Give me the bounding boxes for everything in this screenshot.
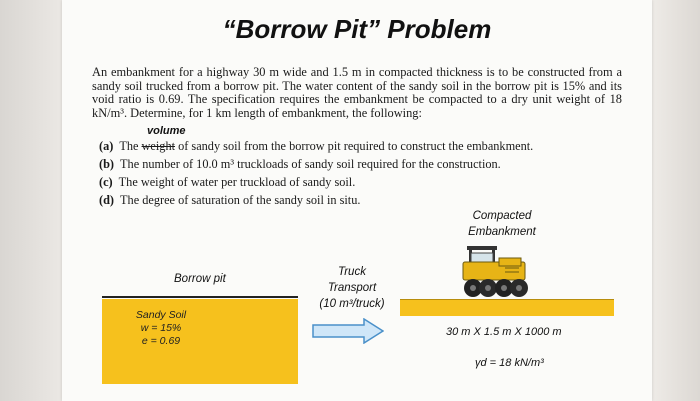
question-text: The weight of water per truckload of sandy soil.: [118, 175, 356, 189]
question-text: of sandy soil from the borrow pit required to construct the embankment.: [175, 139, 534, 153]
question-a: [99, 137, 639, 155]
void-ratio: e = 0.69: [141, 335, 181, 347]
truck-line-2: Transport: [327, 282, 377, 294]
ground-line: [102, 296, 298, 298]
truck-transport-label: [312, 264, 392, 312]
compacted-line-2: Embankment: [468, 226, 536, 238]
background-right: [652, 0, 700, 401]
slide: [62, 0, 652, 401]
question-letter: (b): [99, 157, 115, 171]
question-c: [99, 173, 639, 191]
background-left: [0, 0, 62, 401]
compacted-embankment-label: [462, 208, 542, 240]
compacted-line-1: Compacted: [472, 210, 532, 222]
embankment-dimensions: 30 m X 1.5 m X 1000 m: [446, 326, 562, 338]
struck-word: weight: [141, 139, 176, 153]
water-content: w = 15%: [140, 322, 182, 334]
borrow-pit-label: Borrow pit: [174, 273, 226, 285]
slide-title: “Borrow Pit” Problem: [222, 14, 492, 44]
embankment: [400, 299, 614, 316]
question-text-pre: The: [119, 139, 142, 153]
handwritten-annotation: volume: [147, 125, 186, 137]
question-letter: (c): [99, 175, 113, 189]
problem-statement: An embankment for a highway 30 m wide and 1.5 m in compacted thickness is to be constructed from a sandy soil trucked from a borrow pit. The water content of the sandy soil in the borrow pit is 15% and its void ratio is 0.69. The specification requires the embankment be compacted to a dry unit weight of 18 kN/m³. Determine, for 1 km length of embankment, the following:: [92, 65, 622, 120]
question-list: [99, 137, 639, 209]
truck-line-3: (10 m³/truck): [319, 298, 385, 310]
truck-arrow-icon: [312, 318, 384, 344]
question-b: [99, 155, 639, 173]
soil-name: Sandy Soil: [135, 309, 187, 321]
dry-unit-weight: γd = 18 kN/m³: [475, 357, 544, 369]
question-text: The number of 10.0 m³ truckloads of sandy soil required for the construction.: [120, 157, 501, 171]
borrow-pit-soil: [102, 299, 298, 384]
road-roller-icon: [459, 244, 535, 300]
question-d: [99, 191, 639, 209]
soil-properties: [102, 309, 220, 348]
question-text: The degree of saturation of the sandy soil in situ.: [120, 193, 361, 207]
question-letter: (a): [99, 139, 114, 153]
truck-line-1: Truck: [338, 266, 366, 278]
question-letter: (d): [99, 193, 115, 207]
